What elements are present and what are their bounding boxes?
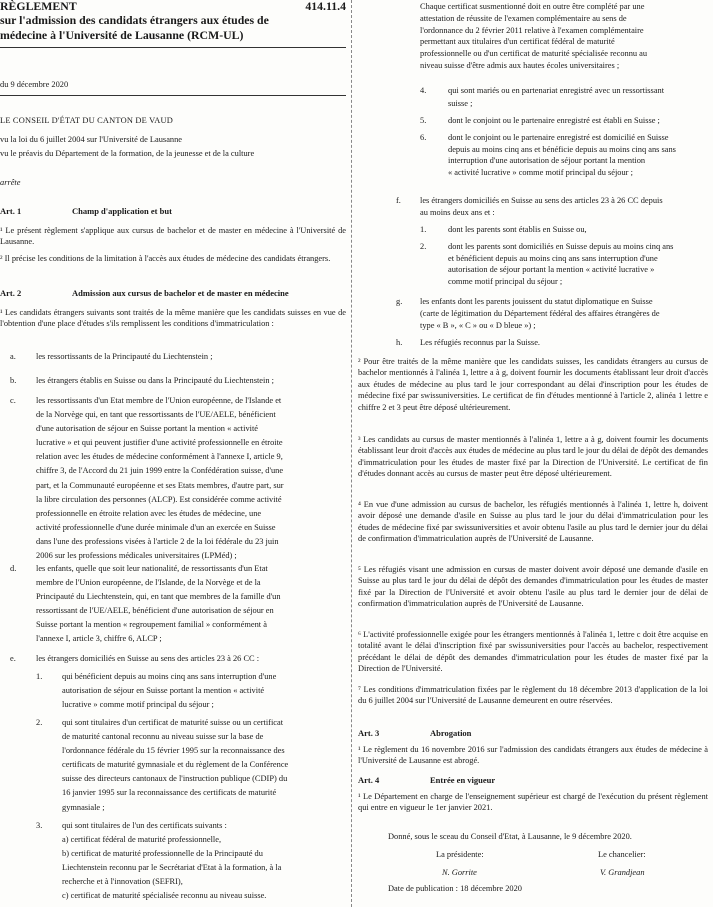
article-3-heading (358, 728, 708, 739)
given-under-seal: Donné, sous le sceau du Conseil d'Etat, à Lausanne, le 9 décembre 2020. (388, 832, 632, 841)
chancellor-name: V. Grandjean (600, 868, 645, 877)
article-2-title: Admission aux cursus de bachelor et de master en médecine (72, 288, 289, 298)
article-2-al2: ² Pour être traités de la même manière que les candidats suisses, les candidats étrangers au cursus de bachelor mentionnés à l'alinéa 1, lettre a à g, doivent fournir les documents établissant leur droit d'accès aux études de médecine au plus tard le jour correspondant au délai d'inscription pour les études de médecine fixé par swissuniversities. Le certificat de fin d'études mentionné à l'article 2, alinéa 1 lettre e chiffre 2 et 3 peut être déposé ultérieurement. (358, 357, 708, 412)
article-3-title: Abrogation (430, 728, 472, 738)
article-2-al7: ⁷ Les conditions d'immatriculation fixées par le règlement du 18 décembre 2013 d'application de la loi du 6 juillet 2004 sur l'Université de Lausanne demeurent en outre réservées. (358, 685, 708, 706)
article-1-al2: ² Il précise les conditions de la limitation à l'accès aux études de médecine des candidats étrangers. (0, 254, 331, 263)
article-2-al5: ⁵ Les réfugiés visant une admission en cursus de master doivent avoir déposé une demande d'asile en Suisse au plus tard le jour du délai de dépôt des demandes d'immatriculation pour les études de master fixé par la Direction de l'Université et avoir obtenu l'asile au plus tard le dernier jour de délai de confirmation d'immatriculation auprès de l'Université de Lausanne. (358, 565, 708, 609)
article-3-number: Art. 3 (358, 728, 380, 738)
article-2-al1: ¹ Les candidats étrangers suivants sont traités de la même manière que les candidats suisses en vue de l'obtention d'une place d'études s'ils remplissent les conditions d'immatriculation : (0, 308, 346, 328)
article-3-text: ¹ Le règlement du 16 novembre 2016 sur l'admission des candidats étrangers aux études de médecine à l'Université de Lausanne est abrogé. (358, 745, 708, 766)
vu-line-1: vu la loi du 6 juillet 2004 sur l'Université de Lausanne (0, 135, 183, 144)
header-rule (0, 47, 346, 48)
article-2-al3: ³ Les candidats au cursus de master mentionnés à l'alinéa 1, lettre a à g, doivent fournir les documents établissant leur droit d'accès aux études de médecine au plus tard le jour du délai de dépôt des demandes d'immatriculation pour les études de master fixé par la Direction de l'Université. Le certificat de fin d'études donnant accès au cursus de master peut être déposé ultérieurement. (358, 435, 708, 479)
article-2-al6: ⁶ L'activité professionnelle exigée pour les étrangers mentionnés à l'alinéa 1, lettre c doit être acquise en totalité avant le délai d'inscription fixé par swissuniversities pour l'accès au bachelor, respectivement précédant le délai de dépôt des demandes d'immatriculation pour les études de master fixé par la Direction de l'Université. (358, 630, 708, 674)
article-1-number: Art. 1 (0, 206, 22, 216)
publication-date: Date de publication : 18 décembre 2020 (388, 884, 522, 893)
document-header (0, 0, 346, 48)
president-label: La présidente: (436, 850, 484, 859)
regulation-label: RÈGLEMENT (0, 0, 77, 13)
article-2-al4: ⁴ En vue d'une admission au cursus de bachelor, les réfugiés mentionnés à l'alinéa 1, lettre h, doivent avoir déposé une demande d'asile en Suisse au plus tard le jour du délai d'immatriculation pour les études de médecine fixé par swissuniversities et avoir obtenu l'asile au plus tard le dernier jour du délai de confirmation d'immatriculation auprès de l'Université de Lausanne. (358, 500, 708, 544)
article-1-al1: ¹ Le présent règlement s'applique aux cursus de bachelor et de master en médecine à l'Université de Lausanne. (0, 226, 346, 246)
article-1-title: Champ d'application et but (72, 206, 172, 216)
date-rule (0, 95, 346, 96)
chancellor-label: Le chancelier: (598, 850, 646, 859)
article-2-number: Art. 2 (0, 288, 22, 298)
regulation-date: du 9 décembre 2020 (0, 80, 69, 89)
president-name: N. Gorrite (442, 868, 477, 877)
article-2-heading (0, 288, 346, 299)
authority: LE CONSEIL D'ÉTAT DU CANTON DE VAUD (0, 116, 174, 125)
vu-line-2: vu le préavis du Département de la formation, de la jeunesse et de la culture (0, 149, 255, 158)
article-1-heading (0, 206, 346, 217)
regulation-title-line1: sur l'admission des candidats étrangers aux études de (0, 13, 269, 27)
column-divider (351, 0, 352, 907)
article-4-text: ¹ Le Département en charge de l'enseignement supérieur est chargé de l'exécution du présent règlement qui entre en vigueur le 1er janvier 2021. (358, 792, 708, 813)
article-4-heading (358, 775, 708, 786)
regulation-title-line2: médecine à l'Université de Lausanne (RCM-UL) (0, 28, 244, 42)
arrete: arrête (0, 178, 21, 187)
regulation-number: 414.11.4 (305, 0, 346, 13)
article-4-number: Art. 4 (358, 775, 380, 785)
article-4-title: Entrée en vigueur (430, 775, 496, 785)
